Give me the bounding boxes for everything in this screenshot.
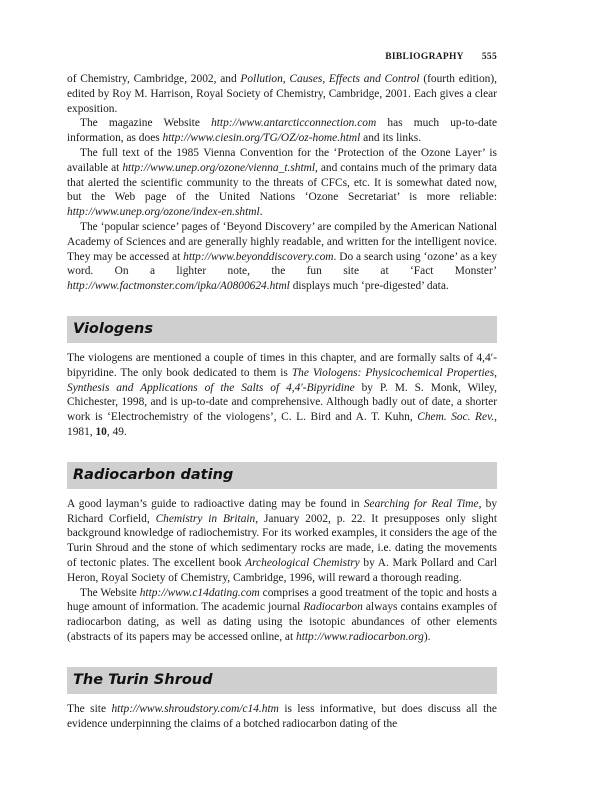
intro-paragraph-3: The full text of the 1985 Vienna Convention for the ‘Protection of the Ozone Layer’ is available at http://www.unep.org/ozone/vienna_t.shtml, and contains much of the primary data that alerted the scientific community to the threats of CFCs, etc. It is somewhat dated now, but the Web page of the United Nations ‘Ozone Secretariat’ is more reliable: http://www.unep.org/ozone/index-en.shtml. bbox=[67, 146, 497, 219]
url-link[interactable]: http://www.unep.org/ozone/vienna_t.shtml bbox=[122, 161, 316, 174]
radiocarbon-paragraph-1: A good layman’s guide to radioactive dating may be found in Searching for Real Time, by Richard Corfield, Chemistry in Britain, January 2002, p. 22. It presupposes only slight background knowledge of radiochemistry. For its worked examples, it considers the age of the Turin Shroud and the stone of which sedimentary rocks are made, i.e. dating the movements of tectonic plates. The excellent book Archeological Chemistry by A. Mark Pollard and Carl Heron, Royal Society of Chemistry, Cambridge, 1996, will reward a thorough reading. bbox=[67, 497, 498, 584]
url-link[interactable]: http://www.shroudstory.com/c14.htm bbox=[111, 702, 279, 715]
turin-paragraph: The site http://www.shroudstory.com/c14.htm is less informative, but does discuss all the evidence underpinning the claims of a botched radiocarbon dating of the bbox=[67, 702, 497, 730]
url-link[interactable]: http://www.radiocarbon.org bbox=[296, 630, 424, 643]
url-link[interactable]: http://www.unep.org/ozone/index-en.shtml bbox=[67, 206, 260, 219]
book-page bbox=[67, 52, 497, 731]
viologens-paragraph: The viologens are mentioned a couple of times in this chapter, and are formally salts of 4,4′-bipyridine. The only book dedicated to them is The Viologens: Physicochemical Properties, Synthesis and Applications of the Salts of 4,4′-Bipyridine by P. M. S. Monk, Wiley, Chichester, 1998, and is up-to-date and comprehensive. Although badly out of date, a shorter work is ‘Electrochemistry of the viologens’, C. L. Bird and A. T. Kuhn, Chem. Soc. Rev., 1981, 10, 49. bbox=[67, 351, 497, 438]
url-link[interactable]: http://www.antarcticconnection.com bbox=[211, 117, 377, 130]
section-heading-radiocarbon: Radiocarbon dating bbox=[67, 462, 497, 489]
url-link[interactable]: http://www.beyonddiscovery.com bbox=[183, 250, 334, 263]
intro-paragraph-1: of Chemistry, Cambridge, 2002, and Pollution, Causes, Effects and Control (fourth edition), edited by Roy M. Harrison, Royal Society of Chemistry, Cambridge, 2001. Each gives a clear exposition. bbox=[67, 73, 497, 115]
url-link[interactable]: http://www.ciesin.org/TG/OZ/oz-home.html bbox=[162, 132, 361, 145]
url-link[interactable]: http://www.factmonster.com/ipka/A0800624.html bbox=[67, 280, 290, 293]
radiocarbon-paragraph-2: The Website http://www.c14dating.com comprises a good treatment of the topic and hosts a huge amount of information. The academic journal Radiocarbon always contains examples of radiocarbon dating, as well as dating using the isotopic abundances of other elements (abstracts of its papers may be accessed online, at http://www.radiocarbon.org). bbox=[67, 586, 498, 643]
intro-paragraph-2: The magazine Website http://www.antarcticconnection.com has much up-to-date information, as does http://www.ciesin.org/TG/OZ/oz-home.html and its links. bbox=[67, 117, 498, 145]
page-number: 555 bbox=[481, 52, 497, 62]
intro-paragraph-4: The ‘popular science’ pages of ‘Beyond Discovery’ are compiled by the American National Academy of Sciences and are generally highly readable, and written for the intelligent novice. They may be accessed at http://www.beyonddiscovery.com. Do a search using ‘ozone’ as a key word. On a lighter note, the fun site at ‘Fact Monster’ http://www.factmonster.com/ipka/A0800624.html displays much ‘pre-digested’ data. bbox=[67, 220, 497, 293]
url-link[interactable]: http://www.c14dating.com bbox=[139, 586, 260, 599]
running-head bbox=[67, 52, 497, 62]
section-heading-turin-shroud: The Turin Shroud bbox=[67, 667, 497, 694]
section-heading-viologens: Viologens bbox=[67, 316, 497, 343]
running-head-title: BIBLIOGRAPHY bbox=[385, 52, 464, 62]
